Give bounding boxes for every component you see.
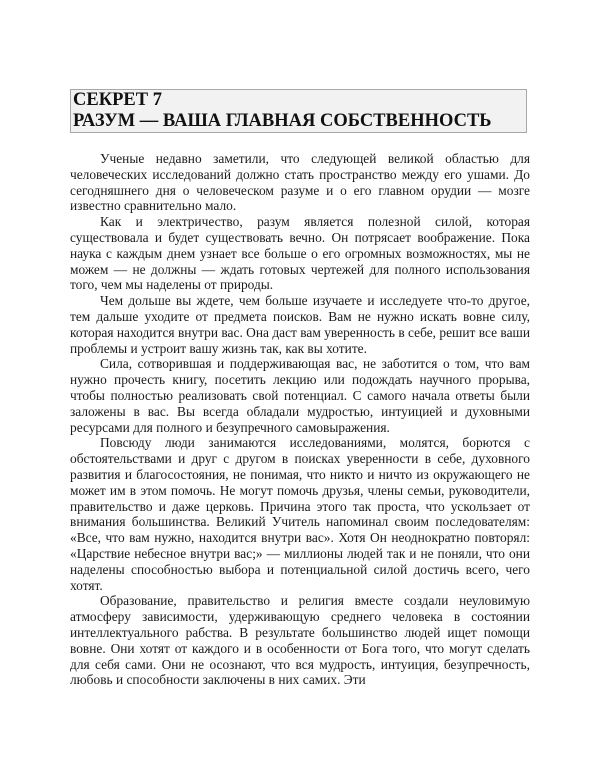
paragraph: Чем дольше вы ждете, чем больше изучаете и исследуете что-то другое, тем дальше уходите от предмета поисков. Вам не нужно искать вовне силу, которая находится внутри вас. Она даст вам уверенность в себе, решит все ваши проблемы и устроит вашу жизнь так, как вы хотите. xyxy=(70,293,530,356)
paragraph: Ученые недавно заметили, что следующей великой областью для человеческих исследований должно стать пространство между его ушами. До сегодняшнего дня о человеческом разуме и о его главном орудии — мозге известно сравнительно мало. xyxy=(70,151,530,214)
paragraph: Образование, правительство и религия вместе создали неуловимую атмосферу зависимости, удерживающую среднего человека в состоянии интеллектуального рабства. В результате большинство людей ищет помощи вовне. Они хотят от каждого и в особенности от Бога того, что могут сделать для себя сами. Они не осознают, что вся мудрость, интуиция, безупречность, любовь и способности заключены в них самих. Эти xyxy=(70,593,530,688)
chapter-body xyxy=(70,151,530,688)
chapter-title: РАЗУМ — ВАША ГЛАВНАЯ СОБСТВЕННОСТЬ xyxy=(73,111,492,131)
chapter-number: СЕКРЕТ 7 xyxy=(73,90,162,110)
chapter-heading xyxy=(70,89,527,133)
paragraph: Сила, сотворившая и поддерживающая вас, не заботится о том, что вам нужно прочесть книгу, посетить лекцию или подождать научного прорыва, чтобы полностью реализовать свой потенциал. С самого начала ответы были заложены в вас. Вы всегда обладали мудростью, интуицией и духовными ресурсами для полного и безупречного самовыражения. xyxy=(70,356,530,435)
paragraph: Повсюду люди занимаются исследованиями, молятся, борются с обстоятельствами и друг с другом в поисках уверенности в себе, духовного развития и благосостояния, не понимая, что никто и ничто из окружающего не может им в этом помочь. Не могут помочь друзья, члены семьи, руководители, правительство и даже церковь. Причина этого так проста, что ускользает от внимания большинства. Великий Учитель напоминал своим последователям: «Все, что вам нужно, находится внутри вас». Хотя Он неоднократно повторял: «Царствие небесное внутри вас;» — миллионы людей так и не поняли, что они наделены способностью выбора и потенциальной силой достичь всего, чего хотят. xyxy=(70,435,530,593)
paragraph: Как и электричество, разум является полезной силой, которая существовала и будет существовать вечно. Он потрясает воображение. Пока наука с каждым днем узнает все больше о его огромных возможностях, мы не можем — не должны — ждать готовых чертежей для полного использования того, чем мы наделены от природы. xyxy=(70,214,530,293)
